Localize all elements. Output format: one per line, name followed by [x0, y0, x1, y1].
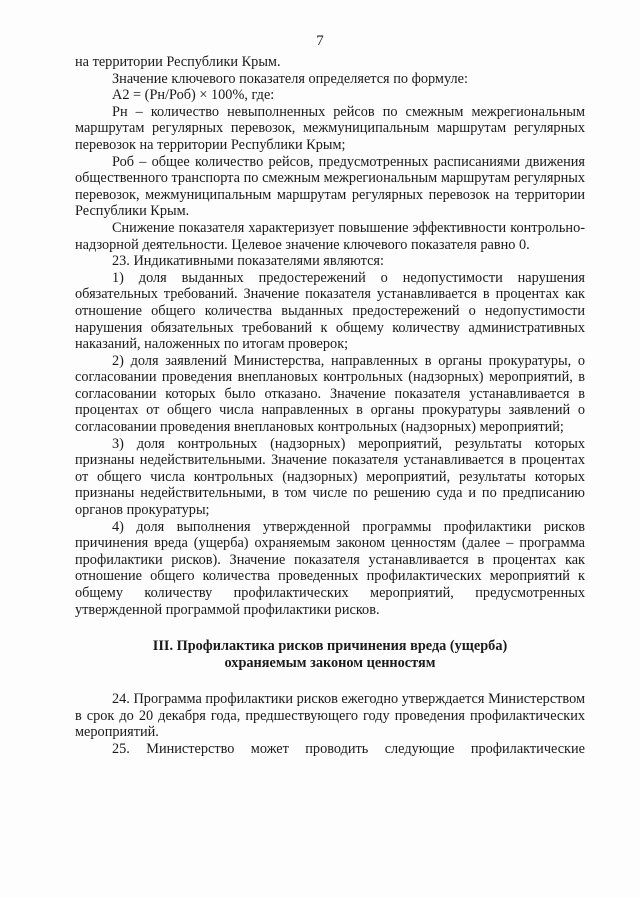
paragraph-rn-definition: Рн – количество невыполненных рейсов по смежным межрегиональным маршрутам регулярных перевозок, межмуниципальным маршрутам регулярных перевозок на территории Республики Крым;	[75, 103, 585, 153]
section-heading-line-1: III. Профилактика рисков причинения вреда (ущерба)	[152, 638, 508, 655]
paragraph-indicator-3: 3) доля контрольных (надзорных) мероприятий, результаты которых признаны недействительными. Значение показателя устанавливается в процентах от общего числа контрольных (надзорных) мероприятий, результаты которых признаны недействительными, в том числе по решению суда и по предписанию органов прокуратуры;	[75, 435, 585, 519]
paragraph-formula: А2 = (Рн/Роб) × 100%, где:	[112, 87, 275, 104]
section-heading-line-2: охраняемым законом ценностям	[224, 655, 436, 672]
section-heading	[75, 638, 585, 672]
document-body	[75, 54, 585, 758]
paragraph-indicator-4: 4) доля выполнения утвержденной программы профилактики рисков причинения вреда (ущерба) охраняемым законом ценностям (далее – программа профилактики рисков). Значение показателя устанавливается в процентах как отношение общего количества проведенных профилактических мероприятий к общему количеству профилактических мероприятий, предусмотренных утвержденной программой профилактики рисков.	[75, 518, 585, 618]
paragraph-formula-intro: Значение ключевого показателя определяется по формуле:	[112, 70, 468, 87]
page-number: 7	[316, 33, 324, 49]
paragraph-item-23: 23. Индикативными показателями являются:	[112, 253, 384, 270]
paragraph-rob-definition: Роб – общее количество рейсов, предусмотренных расписаниями движения общественного транспорта по смежным межрегиональным маршрутам регулярных перевозок, межмуниципальным маршрутам регулярных перевозок на территории Республики Крым.	[75, 153, 585, 220]
paragraph-continuation: на территории Республики Крым.	[75, 54, 281, 70]
paragraph-indicator-1: 1) доля выданных предостережений о недопустимости нарушения обязательных требований. Значение показателя устанавливается в процентах как отношение общего количества выданных предостережений о недопустимости нарушения обязательных требований к общему количеству административных наказаний, наложенных по итогам проверок;	[75, 269, 585, 353]
paragraph-item-24: 24. Программа профилактики рисков ежегодно утверждается Министерством в срок до 20 декабря года, предшествующего году проведения профилактических мероприятий.	[75, 691, 585, 741]
paragraph-indicator-2: 2) доля заявлений Министерства, направленных в органы прокуратуры, о согласовании проведения внеплановых контрольных (надзорных) мероприятий, в согласовании которых было отказано. Значение показателя устанавливается в процентах от общего числа направленных в органы прокуратуры заявлений о согласовании проведения внеплановых контрольных (надзорных) мероприятий;	[75, 352, 585, 436]
paragraph-item-25: 25. Министерство может проводить следующие профилактические	[112, 740, 585, 757]
paragraph-target-value: Снижение показателя характеризует повышение эффективности контрольно-надзорной деятельности. Целевое значение ключевого показателя равно 0.	[75, 219, 585, 253]
